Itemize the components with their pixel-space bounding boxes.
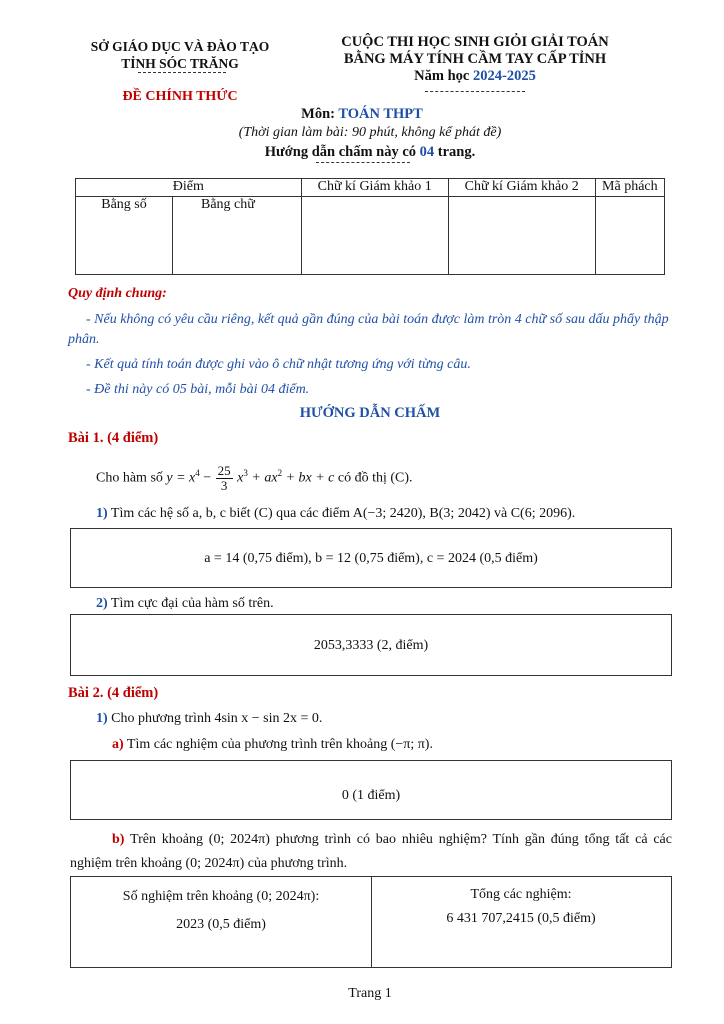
bai1-answer2: 2053,3333 (2, điểm) [313,638,429,653]
guide-pages-count: 04 [419,144,435,160]
bai2-answer-a-box [70,760,672,820]
rules-title: Quy định chung: [68,286,167,301]
bai2-answer-b-left [71,877,372,967]
dept-line2: TỈNH SÓC TRĂNG [121,56,239,71]
score-table [75,178,665,275]
subject-value: TOÁN THPT [338,106,423,122]
col-gk1: Chữ kí Giám khảo 1 [301,179,448,197]
header-department [60,38,300,72]
subject-divider [316,162,410,163]
roots-count-label: Số nghiệm trên khoảng (0; 2024π): [122,889,320,904]
guide-pages-line: Hướng dẫn chấm này có 04 trang. [264,144,476,160]
bai1-intro: Cho hàm số $y = x^4$ − $\frac{25}{3}$ $x^3 + ax^2$ + bx + c có đồ thị (C). [96,462,413,493]
contest-divider [425,91,525,92]
contest-line1: CUỘC THI HỌC SINH GIỎI GIẢI TOÁN [341,34,609,50]
bai1-answer2-box [70,614,672,676]
official-label: ĐỀ CHÍNH THỨC [122,89,238,104]
rules-list [68,310,678,400]
col-gk2: Chữ kí Giám khảo 2 [448,179,595,197]
guide-title: HƯỚNG DẪN CHẤM [299,405,441,421]
cell-bangso: Bằng số [76,197,173,275]
bai1-answer1: a = 14 (0,75 điểm), b = 12 (0,75 điểm), c = 2024 (0,5 điểm) [204,551,538,566]
bai2-answer-a: 0 (1 điểm) [341,788,401,803]
dept-divider [138,72,226,73]
fraction: $\frac{25}{3}$ [217,462,231,493]
bai1-q1: 1) Tìm các hệ số a, b, c biết (C) qua các điểm A(−3; 2420), B(3; 2042) và C(6; 2096). [96,506,576,521]
bai1-title: Bài 1. (4 điểm) [68,430,159,446]
subject-line: Môn: TOÁN THPT [301,106,423,122]
col-maphach: Mã phách [595,179,664,197]
rule-item: - Đề thi này có 05 bài, mỗi bài 04 điểm. [86,382,310,397]
bai2-qa: a) Tìm các nghiệm của phương trình trên khoảng (−π; π). [112,737,433,752]
rule-item: - Kết quả tính toán được ghi vào ô chữ nhật tương ứng với từng câu. [86,357,471,372]
bai1-q2: 2) Tìm cực đại của hàm số trên. [96,596,274,611]
contest-line2: BẰNG MÁY TÍNH CẦM TAY CẤP TỈNH [343,51,607,67]
bai1-answer1-box [70,528,672,588]
roots-sum-value: 6 431 707,2415 (0,5 điểm) [446,911,596,926]
page-footer: Trang 1 [348,986,392,1001]
dept-line1: SỞ GIÁO DỤC VÀ ĐÀO TẠO [90,39,270,54]
time-note: (Thời gian làm bài: 90 phút, không kể phát đề) [238,125,502,140]
header-contest [315,34,635,85]
bai2-title: Bài 2. (4 điểm) [68,685,159,701]
roots-count-value: 2023 (0,5 điểm) [176,917,266,932]
cell-gk2 [448,197,595,275]
bai2-answer-b-right [371,877,671,967]
cell-bangchu: Bằng chữ [173,197,302,275]
school-year-value: 2024-2025 [472,68,536,84]
col-diem: Điểm [76,179,302,197]
bai2-q1: 1) Cho phương trình 4sin x − sin 2x = 0. [96,711,323,726]
bai2-qb: b) Trên khoảng (0; 2024π) phương trình có bao nhiêu nghiệm? Tính gần đúng tổng tất cả các nghiệm trên khoảng (0; 2024π) của phương trình. [70,832,672,871]
rule-item: - Nếu không có yêu cầu riêng, kết quả gần đúng của bài toán được làm tròn 4 chữ số sau dấu phẩy thập phân. [68,312,669,347]
roots-sum-label: Tổng các nghiệm: [470,887,572,902]
bai2-answer-b-box [70,876,672,968]
school-year: Năm học 2024-2025 [414,68,536,84]
cell-maphach [595,197,664,275]
cell-gk1 [301,197,448,275]
